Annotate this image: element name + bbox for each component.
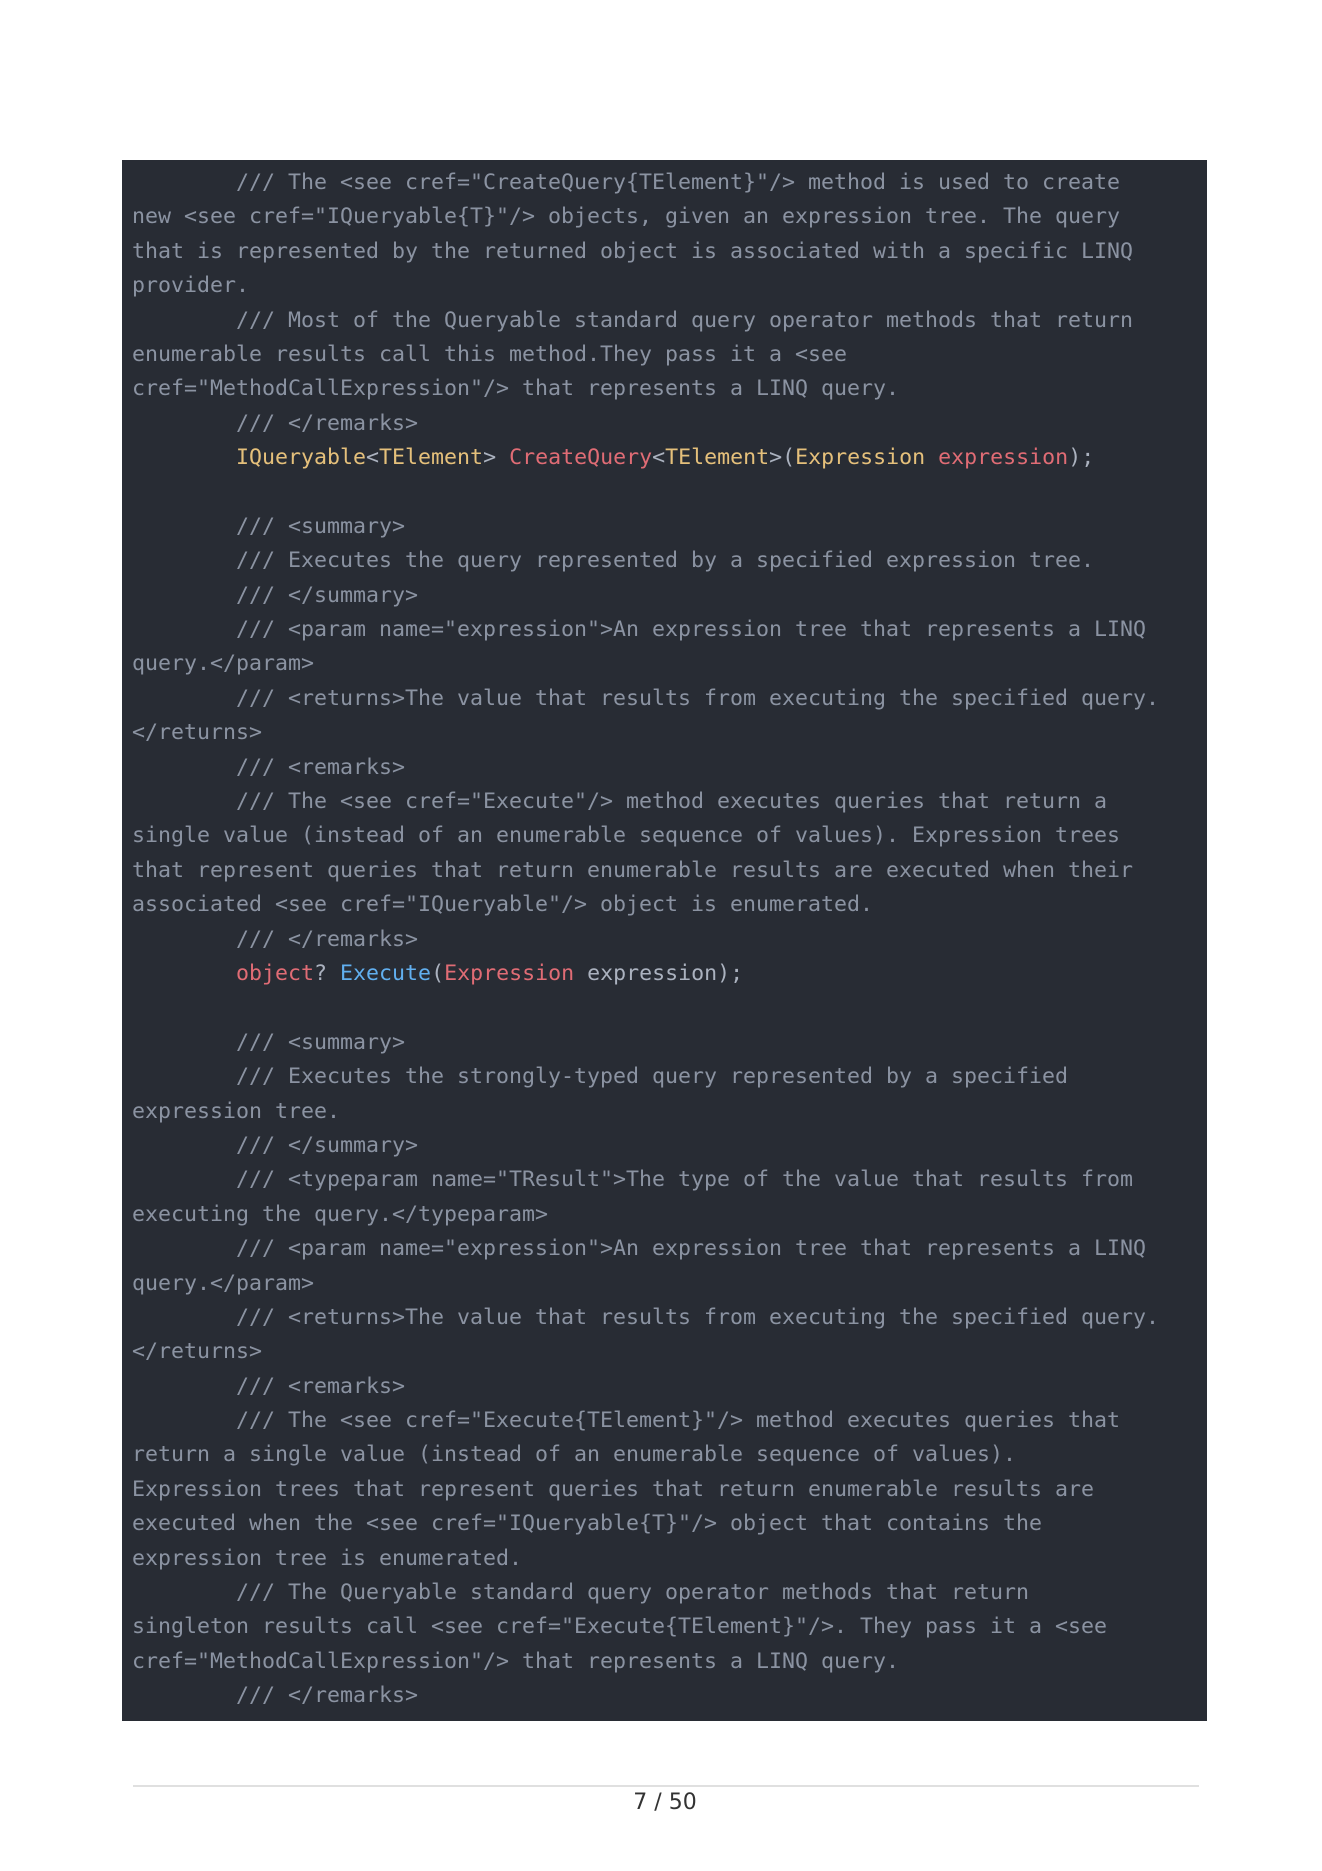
- code-line: query.</param>: [132, 651, 315, 677]
- code-line: singleton results call <see cref="Execute{TElement}"/>. They pass it a <see: [132, 1614, 1108, 1640]
- punct: <: [652, 445, 666, 471]
- code-line: [132, 991, 1199, 1025]
- code-line: new <see cref="IQueryable{T}"/> objects, given an expression tree. The query: [132, 204, 1121, 230]
- code-line: /// <param name="expression">An expression tree that represents a LINQ: [132, 617, 1147, 643]
- code-line: /// <returns>The value that results from executing the specified query.: [132, 1304, 1160, 1330]
- code-line: /// The <see cref="CreateQuery{TElement}"/> method is used to create: [132, 170, 1121, 195]
- punct: >(: [769, 445, 796, 471]
- generic-type: TElement: [379, 445, 484, 471]
- generic-type: TElement: [665, 445, 770, 471]
- code-line: /// <returns>The value that results from executing the specified query.: [132, 685, 1160, 711]
- code-line: /// Executes the strongly-typed query represented by a specified: [132, 1064, 1069, 1090]
- code-line: enumerable results call this method.They pass it a <see: [132, 341, 848, 367]
- code-line: return a single value (instead of an enumerable sequence of values).: [132, 1442, 1017, 1468]
- code-line: cref="MethodCallExpression"/> that represents a LINQ query.: [132, 376, 900, 402]
- indent: [132, 961, 236, 986]
- punct: >: [483, 445, 510, 471]
- code-line: /// </summary>: [132, 1132, 419, 1158]
- param-type: Expression: [795, 445, 926, 471]
- code-line: that is represented by the returned object is associated with a specific LINQ: [132, 238, 1134, 264]
- code-line: /// <summary>: [132, 1029, 406, 1055]
- punct: ?: [314, 960, 341, 986]
- punct: );: [1068, 445, 1095, 471]
- code-line: /// Most of the Queryable standard query operator methods that return: [132, 307, 1134, 333]
- code-line: /// </remarks>: [132, 1683, 419, 1709]
- code-line: Expression trees that represent queries that return enumerable results are: [132, 1476, 1095, 1502]
- code-line: that represent queries that return enumerable results are executed when their: [132, 857, 1134, 883]
- code-line: /// <param name="expression">An expression tree that represents a LINQ: [132, 1236, 1147, 1262]
- code-line: /// The Queryable standard query operator methods that return: [132, 1580, 1030, 1606]
- code-line: /// <typeparam name="TResult">The type of the value that results from: [132, 1167, 1134, 1193]
- code-line: [132, 476, 1199, 510]
- code-block: [122, 160, 1207, 1721]
- code-line: </returns>: [132, 1339, 263, 1365]
- footer-divider: [133, 1785, 1199, 1787]
- space: [925, 445, 938, 470]
- param-name: expression: [938, 445, 1069, 471]
- code-line: /// </summary>: [132, 582, 419, 608]
- code-line: associated <see cref="IQueryable"/> object is enumerated.: [132, 892, 874, 918]
- code-line: executing the query.</typeparam>: [132, 1201, 549, 1227]
- execute-signature: [132, 957, 1199, 991]
- code-line: /// <remarks>: [132, 1373, 406, 1399]
- code-line: /// Executes the query represented by a specified expression tree.: [132, 548, 1095, 574]
- return-type: object: [236, 960, 315, 986]
- create-query-signature: [132, 441, 1199, 475]
- code-line: query.</param>: [132, 1270, 315, 1296]
- punct: <: [366, 445, 380, 471]
- code-line: executed when the <see cref="IQueryable{T}"/> object that contains the: [132, 1511, 1043, 1537]
- method-name: CreateQuery: [509, 445, 653, 471]
- code-line: provider.: [132, 273, 250, 299]
- method-name: Execute: [340, 960, 432, 986]
- code-line: expression tree is enumerated.: [132, 1545, 523, 1571]
- code-line: /// </remarks>: [132, 410, 419, 436]
- code-line: expression tree.: [132, 1098, 341, 1124]
- param-type: Expression: [444, 960, 575, 986]
- code-line: single value (instead of an enumerable sequence of values). Expression trees: [132, 823, 1121, 849]
- page-number: 7 / 50: [633, 1790, 697, 1815]
- code-line: /// The <see cref="Execute"/> method executes queries that return a: [132, 789, 1108, 815]
- code-line: /// <remarks>: [132, 754, 406, 780]
- param-rest: expression);: [574, 960, 744, 986]
- return-type: IQueryable: [236, 445, 367, 471]
- code-line: cref="MethodCallExpression"/> that represents a LINQ query.: [132, 1648, 900, 1674]
- punct: (: [431, 960, 445, 986]
- code-line: /// <summary>: [132, 513, 406, 539]
- code-line: /// The <see cref="Execute{TElement}"/> method executes queries that: [132, 1408, 1121, 1434]
- code-line: /// </remarks>: [132, 926, 419, 952]
- code-line: </returns>: [132, 720, 263, 746]
- indent: [132, 445, 236, 470]
